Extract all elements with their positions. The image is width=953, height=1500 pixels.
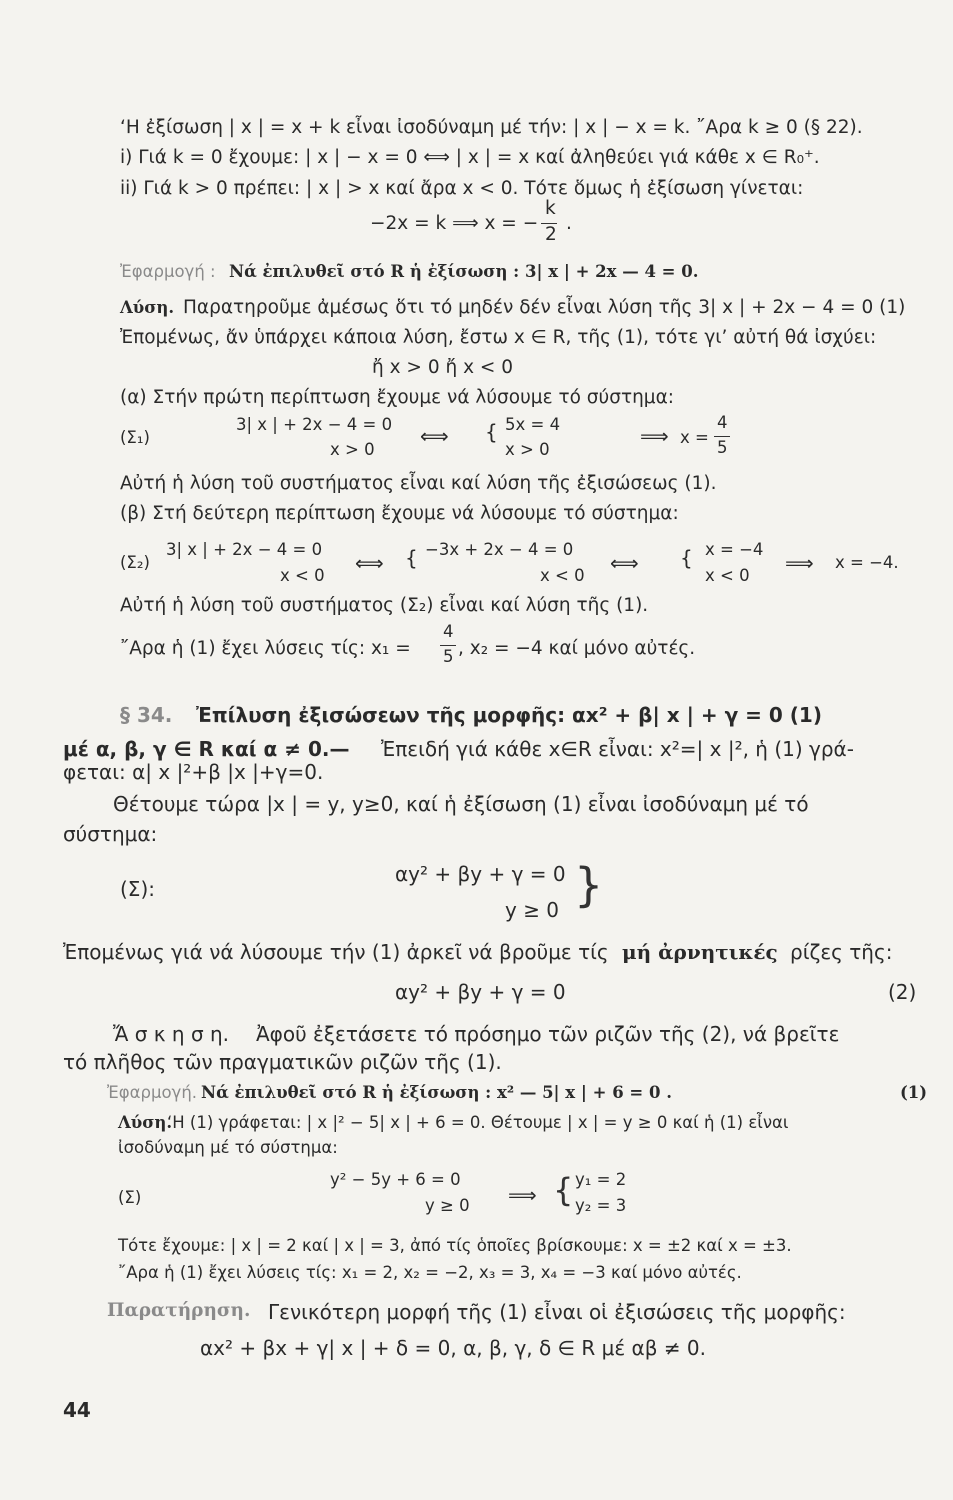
text-line: Ἐπειδή γιά κάθε x∈R εἶναι: x²=| x |², ἡ (1) γρά- [381,737,854,761]
text-line: Αὐτή ἡ λύση τοῦ συστήματος (Σ₂) εἶναι καί λύση τῆς (1). [120,595,649,616]
system-eq: x = −4 [705,540,764,559]
solution-label: Λύση. [120,298,175,317]
fraction-denominator: 5 [443,647,454,666]
text-line: Ἀφοῦ ἐξετάσετε τό πρόσημο τῶν ριζῶν τῆς (2), νά βρεῖτε [256,1022,840,1046]
system-eq: x > 0 [330,440,375,459]
equation: αy² + βy + γ = 0 [395,980,566,1004]
equation-number: (1) [900,1083,928,1102]
equivalence-arrow: ⟺ [420,424,449,448]
text-line: ii) Γιά k > 0 πρέπει: | x | > x καί ἄρα x < 0. Τότε ὅμως ἡ ἐξίσωση γίνεται: [120,178,804,199]
text-line: Αὐτή ἡ λύση τοῦ συστήματος εἶναι καί λύση τῆς ἐξισώσεως (1). [120,473,717,494]
system-eq: αy² + βy + γ = 0 [395,862,566,886]
text-line: Γενικότερη μορφή τῆς (1) εἶναι οἱ ἐξισώσεις τῆς μορφῆς: [268,1300,846,1324]
system-eq: 3| x | + 2x − 4 = 0 [236,415,393,434]
system-eq: −3x + 2x − 4 = 0 [425,540,574,559]
section-title: Ἐπίλυση ἐξισώσεων τῆς μορφῆς: αx² + β| x | + γ = 0 (1) [196,703,822,727]
solution-label: Λύση. [118,1113,173,1132]
text-line: (α) Στήν πρώτη περίπτωση ἔχουμε νά λύσουμε τό σύστημα: [120,387,675,408]
text-line: ρίζες τῆς: [790,940,893,964]
fraction-numerator: k [545,198,556,219]
system-label: (Σ) [118,1188,142,1207]
fraction-numerator: 4 [443,622,454,641]
implies-arrow: ⟹ [508,1183,537,1207]
example-label: Ἐφαρμογή. [107,1083,198,1102]
text-line: , x₂ = −4 καί μόνο αὐτές. [458,638,696,659]
fraction-bar [440,645,456,646]
text-line: i) Γιά k = 0 ἔχουμε: | x | − x = 0 ⟺ | x | = x καί ἀληθεύει γιά κάθε x ∈ R₀⁺. [120,147,820,168]
system-result: x = [680,428,709,447]
text-line: ῎Αρα ἡ (1) ἔχει λύσεις τίς: x₁ = 2, x₂ = −2, x₃ = 3, x₄ = −3 καί μόνο αὐτές. [118,1263,742,1282]
system-eq: x < 0 [540,566,585,585]
exercise-label: Ἄ σ κ η σ η. [113,1022,230,1046]
system-label: (Σ): [120,877,155,901]
text-line: Τότε ἔχουμε: | x | = 2 καί | x | = 3, ἀπό τίς ὁποῖες βρίσκουμε: x = ±2 καί x = ±3. [118,1236,792,1255]
system-eq: 3| x | + 2x − 4 = 0 [166,540,323,559]
equation-number: (2) [888,980,917,1004]
period: . [566,213,572,234]
example-label: Ἐφαρμογή : [120,262,216,281]
equation: αx² + βx + γ| x | + δ = 0, α, β, γ, δ ∈ R μέ αβ ≠ 0. [200,1336,707,1360]
brace: { [553,1171,574,1209]
text-line: σύστημα: [63,822,158,846]
system-eq: x > 0 [505,440,550,459]
text-line: ‘Η (1) γράφεται: | x |² − 5| x | + 6 = 0. Θέτουμε | x | = y ≥ 0 καί ἡ (1) εἶναι [167,1113,789,1132]
text-line: Παρατηροῦμε ἀμέσως ὅτι τό μηδέν δέν εἶναι λύση τῆς 3| x | + 2x − 4 = 0 (1) [183,297,906,318]
section-title-cont: μέ α, β, γ ∈ R καί α ≠ 0.— [63,737,350,761]
system-eq: 5x = 4 [505,415,561,434]
system-eq: x < 0 [705,566,750,585]
remark-label: Παρατήρηση. [107,1300,251,1321]
brace: { [680,546,693,570]
text-line: ‘Η ἐξίσωση | x | = x + k εἶναι ἰσοδύναμη μέ τήν: | x | − x = k. ῎Αρα k ≥ 0 (§ 22). [120,117,863,138]
text-line: ἰσοδύναμη μέ τό σύστημα: [118,1138,338,1157]
example-statement: Νά ἐπιλυθεῖ στό R ἡ ἐξίσωση : 3| x | + 2x — 4 = 0. [229,262,699,281]
brace: { [405,546,418,570]
equivalence-arrow: ⟺ [355,551,384,575]
page-number: 44 [63,1398,91,1422]
emphasis: μή ἀρνητικές [622,940,778,964]
text-line: Ἐπομένως, ἄν ὑπάρχει κάποια λύση, ἔστω x ∈ R, τῆς (1), τότε γι’ αὐτή θά ἰσχύει: [120,327,877,348]
system-result: x = −4. [835,553,899,572]
system-eq: x < 0 [280,566,325,585]
brace: } [574,858,604,912]
brace: { [485,420,498,444]
implies-arrow: ⟹ [785,551,814,575]
system-eq: y² − 5y + 6 = 0 [330,1170,461,1189]
system-eq: y₁ = 2 [575,1170,627,1189]
example-statement: Νά ἐπιλυθεῖ στό R ἡ ἐξίσωση : x² — 5| x | + 6 = 0 . [201,1083,672,1102]
text-line: Θέτουμε τώρα |x | = y, y≥0, καί ἡ ἐξίσωση (1) εἶναι ἰσοδύναμη μέ τό [113,792,809,816]
system-eq: y ≥ 0 [505,898,560,922]
system-label: (Σ₂) [120,553,150,572]
section-number: § 34. [120,703,173,727]
fraction-denominator: 2 [545,224,557,245]
fraction-denominator: 5 [717,438,728,457]
text-line: Ἐπομένως γιά νά λύσουμε τήν (1) ἀρκεῖ νά βροῦμε τίς [63,940,609,964]
fraction-numerator: 4 [717,413,728,432]
text-line: ῎Αρα ἡ (1) ἔχει λύσεις τίς: x₁ = [120,638,411,659]
text-line: φεται: α| x |²+β |x |+γ=0. [63,760,324,784]
system-eq: y₂ = 3 [575,1196,627,1215]
text-line: τό πλῆθος τῶν πραγματικῶν ριζῶν τῆς (1). [63,1050,502,1074]
implies-arrow: ⟹ [640,424,669,448]
fraction-bar [714,436,730,437]
text-line: ἤ x > 0 ἤ x < 0 [372,357,514,378]
system-eq: y ≥ 0 [425,1196,470,1215]
text-line: (β) Στή δεύτερη περίπτωση ἔχουμε νά λύσουμε τό σύστημα: [120,503,679,524]
equation: −2x = k ⟹ x = − [370,213,539,234]
system-label: (Σ₁) [120,428,150,447]
equivalence-arrow: ⟺ [610,551,639,575]
